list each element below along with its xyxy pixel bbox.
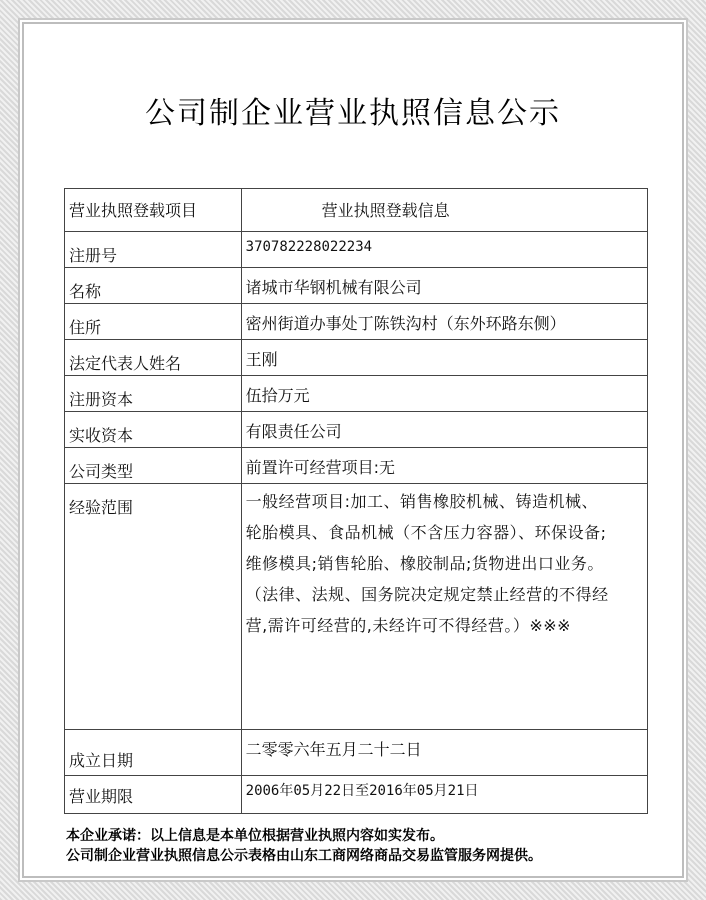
- page-title: 公司制企业营业执照信息公示: [145, 96, 561, 131]
- provider-note: 公司制企业营业执照信息公示表格由山东工商网络商品交易监管服务网提供。: [66, 848, 542, 864]
- row-value-reg-no: 370782228022234: [241, 232, 647, 268]
- row-label-scope: 经验范围: [65, 484, 242, 730]
- row-value-company-type: 前置许可经营项目:无: [241, 448, 647, 484]
- table-row-scope: [65, 484, 648, 730]
- row-value-reg-capital: 伍拾万元: [241, 376, 647, 412]
- row-label-reg-capital: 注册资本: [65, 376, 242, 412]
- row-label-company-type: 公司类型: [65, 448, 242, 484]
- scope-line: 维修模具;销售轮胎、橡胶制品;货物进出口业务。: [245, 554, 604, 573]
- commitment-note: 本企业承诺：以上信息是本单位根据营业执照内容如实发布。: [66, 828, 444, 844]
- table-row: [65, 412, 648, 448]
- row-value-scope: [241, 484, 647, 730]
- license-info-table: [64, 188, 648, 814]
- row-value-established: 二零零六年五月二十二日: [241, 730, 647, 776]
- scope-line: 一般经营项目:加工、销售橡胶机械、铸造机械、: [245, 492, 599, 511]
- row-label-name: 名称: [65, 268, 242, 304]
- row-label-term: 营业期限: [65, 776, 242, 814]
- row-value-legal-rep: 王刚: [241, 340, 647, 376]
- scope-line: （法律、法规、国务院决定规定禁止经营的不得经: [245, 585, 609, 604]
- table-header-row: [65, 189, 648, 232]
- row-label-reg-no: 注册号: [65, 232, 242, 268]
- row-value-paid-capital: 有限责任公司: [241, 412, 647, 448]
- row-label-paid-capital: 实收资本: [65, 412, 242, 448]
- row-value-term: 2006年05月22日至2016年05月21日: [241, 776, 647, 814]
- row-label-address: 住所: [65, 304, 242, 340]
- table-row: [65, 776, 648, 814]
- table-row: [65, 268, 648, 304]
- table-row: [65, 340, 648, 376]
- row-value-name: 诸城市华钢机械有限公司: [241, 268, 647, 304]
- table-row: [65, 376, 648, 412]
- header-info-column: 营业执照登载信息: [241, 189, 647, 232]
- row-label-legal-rep: 法定代表人姓名: [65, 340, 242, 376]
- scope-line: 营,需许可经营的,未经许可不得经营。）※※※: [245, 616, 572, 635]
- row-label-established: 成立日期: [65, 730, 242, 776]
- table-row: [65, 232, 648, 268]
- footer-notes: [66, 826, 542, 866]
- table-row: [65, 448, 648, 484]
- row-value-address: 密州街道办事处丁陈铁沟村（东外环路东侧）: [241, 304, 647, 340]
- table-row: [65, 730, 648, 776]
- header-item-column: 营业执照登载项目: [65, 189, 242, 232]
- table-row: [65, 304, 648, 340]
- scope-line: 轮胎模具、食品机械（不含压力容器）、环保设备;: [245, 523, 607, 542]
